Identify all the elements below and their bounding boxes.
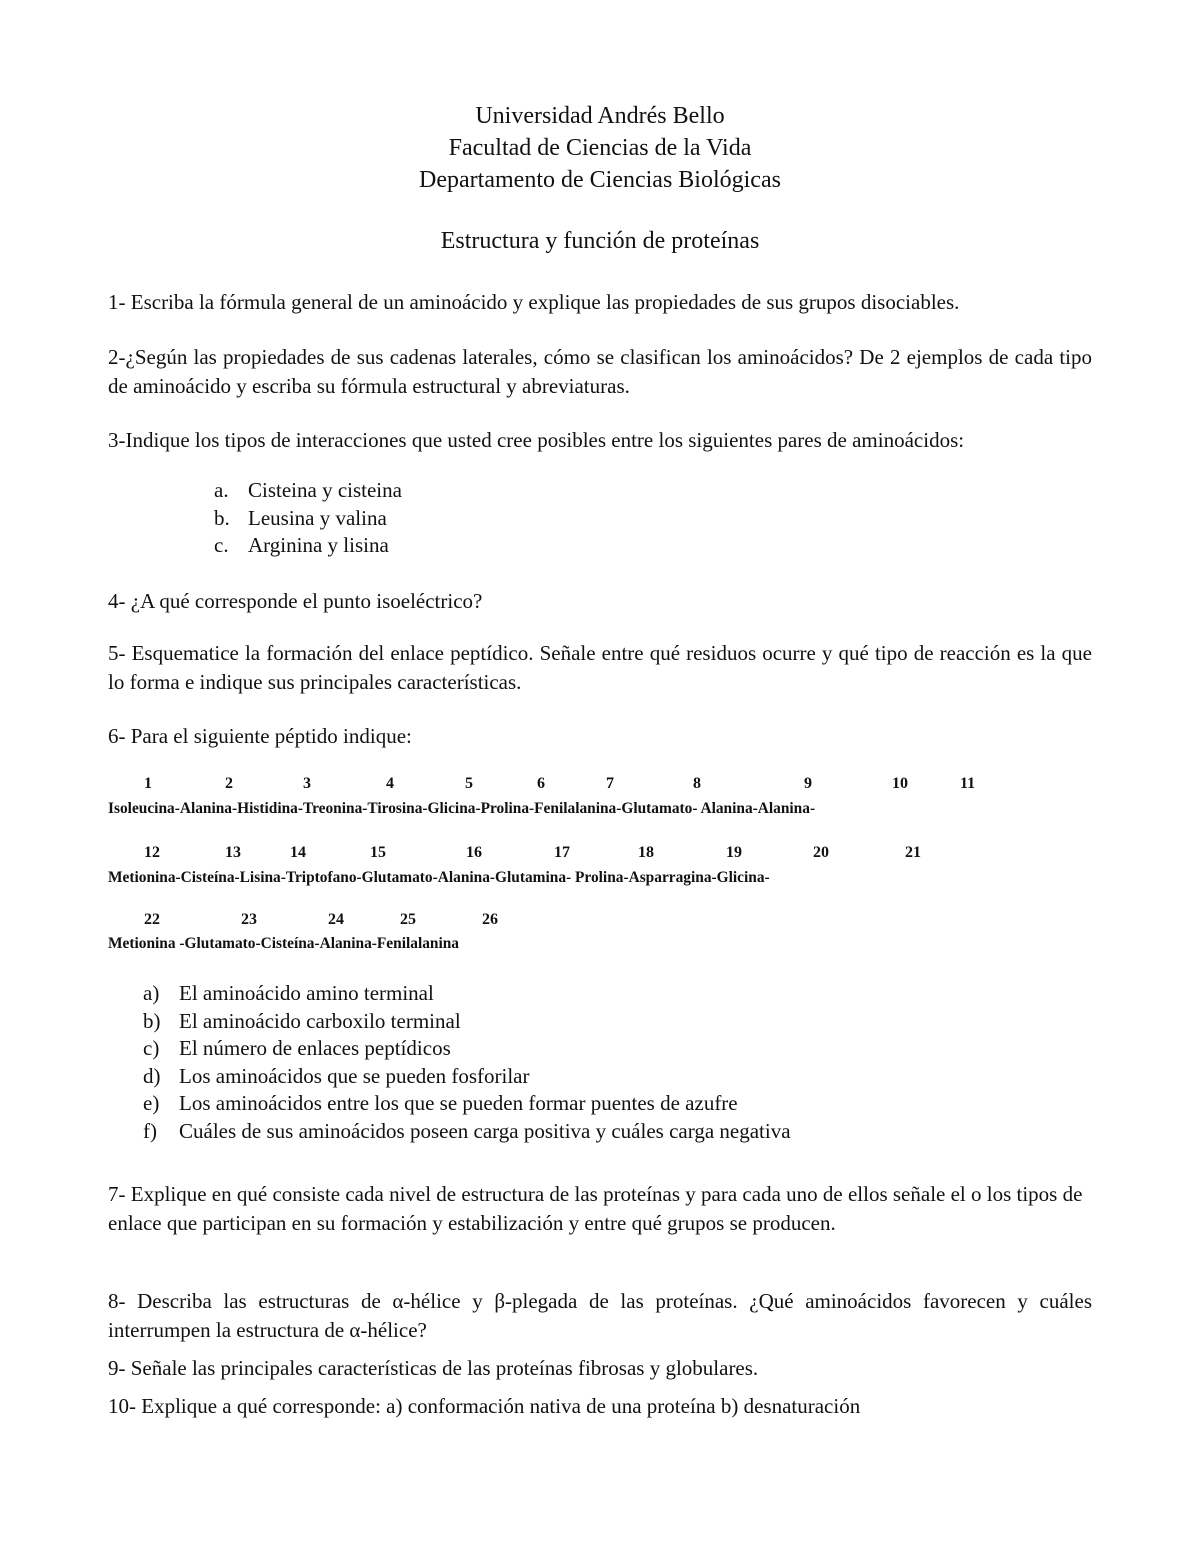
residue-number: 3 xyxy=(303,775,311,792)
residue-number: 1 xyxy=(144,775,152,792)
residue-number: 25 xyxy=(400,911,416,928)
residue-number: 10 xyxy=(892,775,908,792)
question-6: 6- Para el siguiente péptido indique: xyxy=(108,724,412,748)
list-item xyxy=(214,532,402,560)
residue-number: 7 xyxy=(606,775,614,792)
question-2: 2-¿Según las propiedades de sus cadenas laterales, cómo se clasifican los aminoácidos? De 2 ejemplos de cada tipo de aminoácido y escriba su fórmula estructural y abreviaturas. xyxy=(108,345,1092,398)
list-marker: c. xyxy=(214,533,229,557)
residue-number: 13 xyxy=(225,844,241,861)
residue-number: 22 xyxy=(144,911,160,928)
list-text: Los aminoácidos entre los que se pueden formar puentes de azufre xyxy=(179,1091,738,1115)
residue-number: 21 xyxy=(905,844,921,861)
list-marker: c) xyxy=(143,1036,160,1060)
list-marker: b. xyxy=(214,505,230,530)
list-text: Leusina y valina xyxy=(248,505,387,530)
list-marker: e) xyxy=(143,1091,160,1115)
residue-number: 9 xyxy=(804,775,812,792)
list-marker: a. xyxy=(214,478,229,502)
department-name: Departamento de Ciencias Biológicas xyxy=(419,167,781,193)
question-9: 9- Señale las principales características de las proteínas fibrosas y globulares. xyxy=(108,1356,759,1380)
residue-number: 19 xyxy=(726,844,742,861)
list-text: El aminoácido amino terminal xyxy=(179,981,434,1005)
question-3: 3-Indique los tipos de interacciones que usted cree posibles entre los siguientes pares de aminoácidos: xyxy=(108,428,965,452)
list-item xyxy=(214,505,402,533)
list-text: Arginina y lisina xyxy=(248,533,389,557)
question-8: 8- Describa las estructuras de α-hélice y β-plegada de las proteínas. ¿Qué aminoácidos favorecen y cuáles interrumpen la estructura de α-hélice? xyxy=(108,1289,1092,1342)
residue-number: 18 xyxy=(638,844,654,861)
residue-number: 26 xyxy=(482,911,498,928)
residue-number: 24 xyxy=(328,911,344,928)
residue-number: 11 xyxy=(960,775,976,792)
document-header xyxy=(0,100,1200,196)
list-item xyxy=(143,980,791,1008)
list-text: Cisteina y cisteina xyxy=(248,478,402,502)
document-title: Estructura y función de proteínas xyxy=(440,228,760,254)
sequence-numbers-row-3 xyxy=(108,911,1092,933)
residue-number: 2 xyxy=(225,775,233,792)
sequence-numbers-row-2 xyxy=(108,844,1092,866)
question-4: 4- ¿A qué corresponde el punto isoeléctrico? xyxy=(108,589,483,613)
list-item xyxy=(143,1008,791,1036)
question-10: 10- Explique a qué corresponde: a) conformación nativa de una proteína b) desnaturación xyxy=(108,1394,861,1418)
faculty-name: Facultad de Ciencias de la Vida xyxy=(448,135,752,161)
sequence-line-1: Isoleucina-Alanina-Histidina-Treonina-Tirosina-Glicina-Prolina-Fenilalanina-Glutamato- Alanina-Alanina- xyxy=(108,800,816,817)
question-7: 7- Explique en qué consiste cada nivel de estructura de las proteínas y para cada uno de ellos señale el o los tipos de enlace que participan en su formación y estabilización y entre qué grupos se producen. xyxy=(108,1182,1083,1235)
question-5: 5- Esquematice la formación del enlace peptídico. Señale entre qué residuos ocurre y qué tipo de reacción es la que lo forma e indique sus principales características. xyxy=(108,641,1092,694)
sequence-line-2: Metionina-Cisteína-Lisina-Triptofano-Glutamato-Alanina-Glutamina- Prolina-Asparragina-Glicina- xyxy=(108,869,770,886)
question-3-list xyxy=(214,477,402,560)
list-text: El aminoácido carboxilo terminal xyxy=(179,1008,461,1033)
list-item xyxy=(143,1090,791,1118)
list-item xyxy=(143,1063,791,1091)
list-item xyxy=(143,1118,791,1146)
list-text: El número de enlaces peptídicos xyxy=(179,1036,451,1060)
residue-number: 4 xyxy=(386,775,394,792)
residue-number: 16 xyxy=(466,844,482,861)
list-marker: f) xyxy=(143,1118,157,1143)
question-6-list xyxy=(143,980,791,1145)
list-item xyxy=(143,1035,791,1063)
sequence-numbers-row-1 xyxy=(108,775,1092,797)
list-marker: a) xyxy=(143,981,160,1005)
list-item xyxy=(214,477,402,505)
university-name: Universidad Andrés Bello xyxy=(475,103,725,129)
residue-number: 14 xyxy=(290,844,306,861)
question-1: 1- Escriba la fórmula general de un aminoácido y explique las propiedades de sus grupos disociables. xyxy=(108,290,960,314)
residue-number: 17 xyxy=(554,844,570,861)
residue-number: 23 xyxy=(241,911,257,928)
residue-number: 15 xyxy=(370,844,386,861)
residue-number: 5 xyxy=(465,775,473,792)
residue-number: 6 xyxy=(537,775,545,792)
list-text: Cuáles de sus aminoácidos poseen carga positiva y cuáles carga negativa xyxy=(179,1118,791,1143)
residue-number: 12 xyxy=(144,844,160,861)
list-text: Los aminoácidos que se pueden fosforilar xyxy=(179,1063,530,1088)
sequence-line-3: Metionina -Glutamato-Cisteína-Alanina-Fenilalanina xyxy=(108,935,460,952)
list-marker: d) xyxy=(143,1063,161,1088)
residue-number: 8 xyxy=(693,775,701,792)
list-marker: b) xyxy=(143,1008,161,1033)
residue-number: 20 xyxy=(813,844,829,861)
